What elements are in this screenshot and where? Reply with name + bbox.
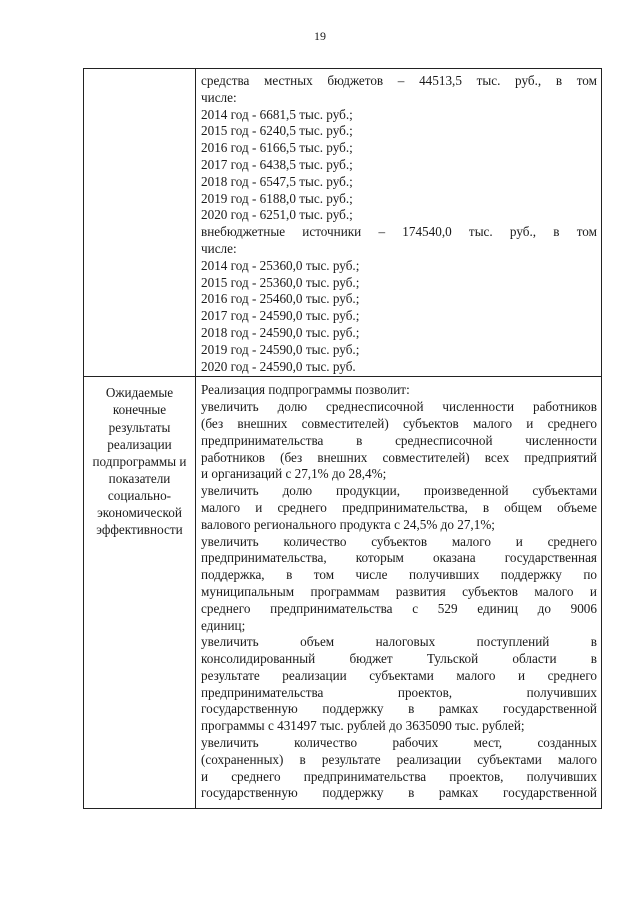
results-line: муниципальным программам развития субъектов малого и (201, 583, 597, 599)
results-line: работников (без внешних совместителей) всех предприятий (201, 449, 597, 465)
extra-budget-year: 2019 год - 24590,0 тыс. руб.; (201, 341, 360, 357)
extra-budget-year: 2020 год - 24590,0 тыс. руб. (201, 358, 356, 374)
local-budget-year: 2018 год - 6547,5 тыс. руб.; (201, 173, 353, 189)
subprogram-passport-table (83, 68, 602, 809)
local-budget-intro: средства местных бюджетов – 44513,5 тыс. руб., в том (201, 73, 597, 88)
results-line: результате реализации субъектами малого и среднего (201, 667, 597, 683)
results-line: государственную поддержку в рамках государственной (201, 785, 597, 801)
local-budget-year: 2019 год - 6188,0 тыс. руб.; (201, 190, 353, 206)
results-line: среднего предпринимательства с 529 единиц до 9006 (201, 600, 597, 616)
results-heading-line: показатели (108, 470, 171, 486)
results-line: единиц; (201, 617, 246, 633)
results-line: увеличить количество субъектов малого и среднего (201, 533, 597, 549)
results-heading-cell (84, 377, 196, 809)
local-budget-year: 2015 год - 6240,5 тыс. руб.; (201, 123, 353, 139)
results-heading-line: результаты (108, 419, 171, 435)
extra-budget-intro-cont: числе: (201, 240, 237, 256)
results-intro: Реализация подпрограммы позволит: (201, 382, 410, 398)
results-line: увеличить объем налоговых поступлений в (201, 634, 597, 650)
extra-budget-intro: внебюджетные источники – 174540,0 тыс. руб., в том (201, 224, 597, 240)
local-budget-year: 2020 год - 6251,0 тыс. руб.; (201, 207, 353, 223)
extra-budget-year: 2015 год - 25360,0 тыс. руб.; (201, 274, 360, 290)
results-line: и организаций с 27,1% до 28,4%; (201, 466, 387, 482)
results-line: предпринимательства, которым оказана государственная (201, 550, 597, 566)
funding-cell (196, 69, 602, 377)
results-line: малого и среднего предпринимательства, в общем объеме (201, 499, 597, 515)
results-line: (сохраненных) в результате реализации субъектами малого (201, 751, 597, 767)
results-line: увеличить долю продукции, произведенной субъектами (201, 483, 597, 499)
results-line: валового регионального продукта с 24,5% до 27,1%; (201, 516, 495, 532)
results-heading-line: конечные (112, 402, 167, 418)
page-number: 19 (314, 29, 326, 43)
funding-label-cell (84, 69, 196, 377)
results-heading-line: эффективности (96, 522, 183, 538)
extra-budget-year: 2017 год - 24590,0 тыс. руб.; (201, 308, 360, 324)
funding-row (84, 69, 602, 377)
results-heading-line: Ожидаемые (105, 385, 174, 401)
results-line: увеличить количество рабочих мест, созданных (201, 735, 597, 751)
results-heading-line: реализации (107, 436, 172, 452)
results-line: государственную поддержку в рамках государственной (201, 701, 597, 717)
results-line: и среднего предпринимательства проектов, получивших (201, 768, 597, 784)
extra-budget-year: 2014 год - 25360,0 тыс. руб.; (201, 257, 360, 273)
local-budget-year: 2014 год - 6681,5 тыс. руб.; (201, 106, 353, 122)
extra-budget-year: 2016 год - 25460,0 тыс. руб.; (201, 291, 360, 307)
results-line: программы с 431497 тыс. рублей до 3635090 тыс. рублей; (201, 718, 525, 734)
results-line: консолидированный бюджет Тульской области в (201, 651, 597, 667)
local-budget-year: 2017 год - 6438,5 тыс. руб.; (201, 156, 353, 172)
results-heading-line: подпрограммы и (92, 453, 187, 469)
results-line: (без внешних совместителей) субъектов малого и среднего (201, 415, 597, 431)
results-row (84, 377, 602, 809)
results-line: предпринимательства проектов, получивших (201, 684, 597, 700)
local-budget-intro-cont: числе: (201, 89, 237, 105)
results-line: поддержка, в том числе получивших поддержку по (201, 567, 597, 583)
local-budget-year: 2016 год - 6166,5 тыс. руб.; (201, 140, 353, 156)
extra-budget-year: 2018 год - 24590,0 тыс. руб.; (201, 324, 360, 340)
results-heading-line: социально- (107, 487, 172, 503)
results-line: предпринимательства в среднесписочной численности (201, 432, 597, 448)
results-heading-line: экономической (97, 505, 182, 520)
results-line: увеличить долю среднесписочной численности работников (201, 399, 597, 415)
results-text-cell (196, 377, 602, 809)
